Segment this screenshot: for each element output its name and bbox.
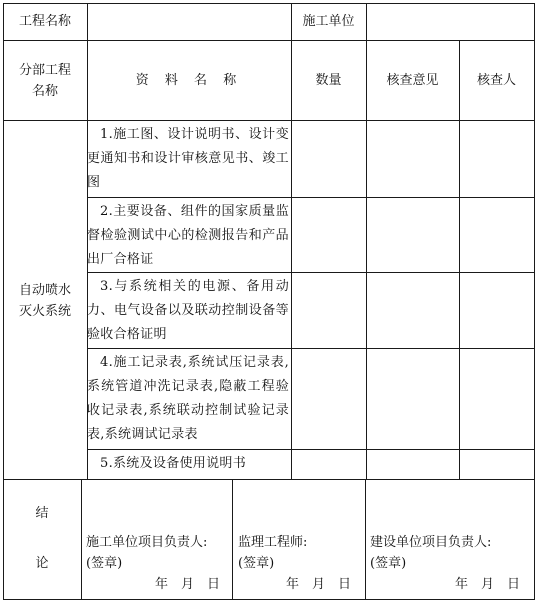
column-divider	[81, 479, 82, 600]
review-opinion-column-header: 核查意见	[386, 73, 439, 88]
supervisor-signature-date[interactable]: 年 月 日	[286, 577, 352, 592]
column-divider	[459, 40, 460, 479]
document-name-column-header: 资 料 名 称	[135, 73, 243, 88]
document-item-5: 5.系统及设备使用说明书	[100, 456, 247, 471]
conclusion-label-bottom: 论	[35, 556, 49, 571]
contractor-signature-date[interactable]: 年 月 日	[155, 577, 221, 592]
contractor-signature-seal[interactable]: (签章)	[86, 556, 123, 571]
owner-signature-role: 建设单位项目负责人:	[370, 535, 492, 550]
owner-signature-seal[interactable]: (签章)	[370, 556, 407, 571]
document-item-4: 4.施工记录表,系统试压记录表,系统管道冲洗记录表,隐蔽工程验收记录表,系统联动控制试验记录表,系统调试记录表	[87, 355, 289, 442]
project-name-label: 工程名称	[18, 14, 71, 29]
construction-unit-label: 施工单位	[302, 14, 355, 29]
quantity-column-header: 数量	[315, 73, 342, 88]
table-border-top	[3, 3, 535, 4]
supervisor-signature-role: 监理工程师:	[238, 535, 308, 550]
row-divider	[87, 348, 535, 349]
row-divider	[87, 272, 535, 273]
row-divider	[3, 40, 535, 41]
division-name-line2: 灭火系统	[18, 304, 71, 319]
table-border-right	[534, 3, 535, 600]
table-border-bottom	[3, 599, 535, 600]
document-item-2: 2.主要设备、组件的国家质量监督检验测试中心的检测报告和产品出厂合格证	[87, 204, 289, 267]
row-divider	[3, 479, 535, 480]
column-divider	[365, 479, 366, 600]
contractor-signature-role: 施工单位项目负责人:	[86, 535, 208, 550]
row-divider	[3, 120, 535, 121]
division-column-header-line2: 名称	[31, 84, 58, 99]
reviewer-column-header: 核查人	[476, 73, 516, 88]
column-divider	[232, 479, 233, 600]
acceptance-review-form	[3, 3, 535, 600]
document-item-3: 3.与系统相关的电源、备用动力、电气设备以及联动控制设备等验收合格证明	[87, 279, 289, 342]
conclusion-label-top: 结	[35, 506, 49, 521]
division-name-line1: 自动喷水	[18, 283, 71, 298]
document-item-1: 1.施工图、设计说明书、设计变更通知书和设计审核意见书、竣工图	[87, 127, 289, 190]
supervisor-signature-seal[interactable]: (签章)	[238, 556, 275, 571]
owner-signature-date[interactable]: 年 月 日	[455, 577, 521, 592]
division-column-header-line1: 分部工程	[18, 63, 71, 78]
row-divider	[87, 197, 535, 198]
row-divider	[87, 449, 535, 450]
